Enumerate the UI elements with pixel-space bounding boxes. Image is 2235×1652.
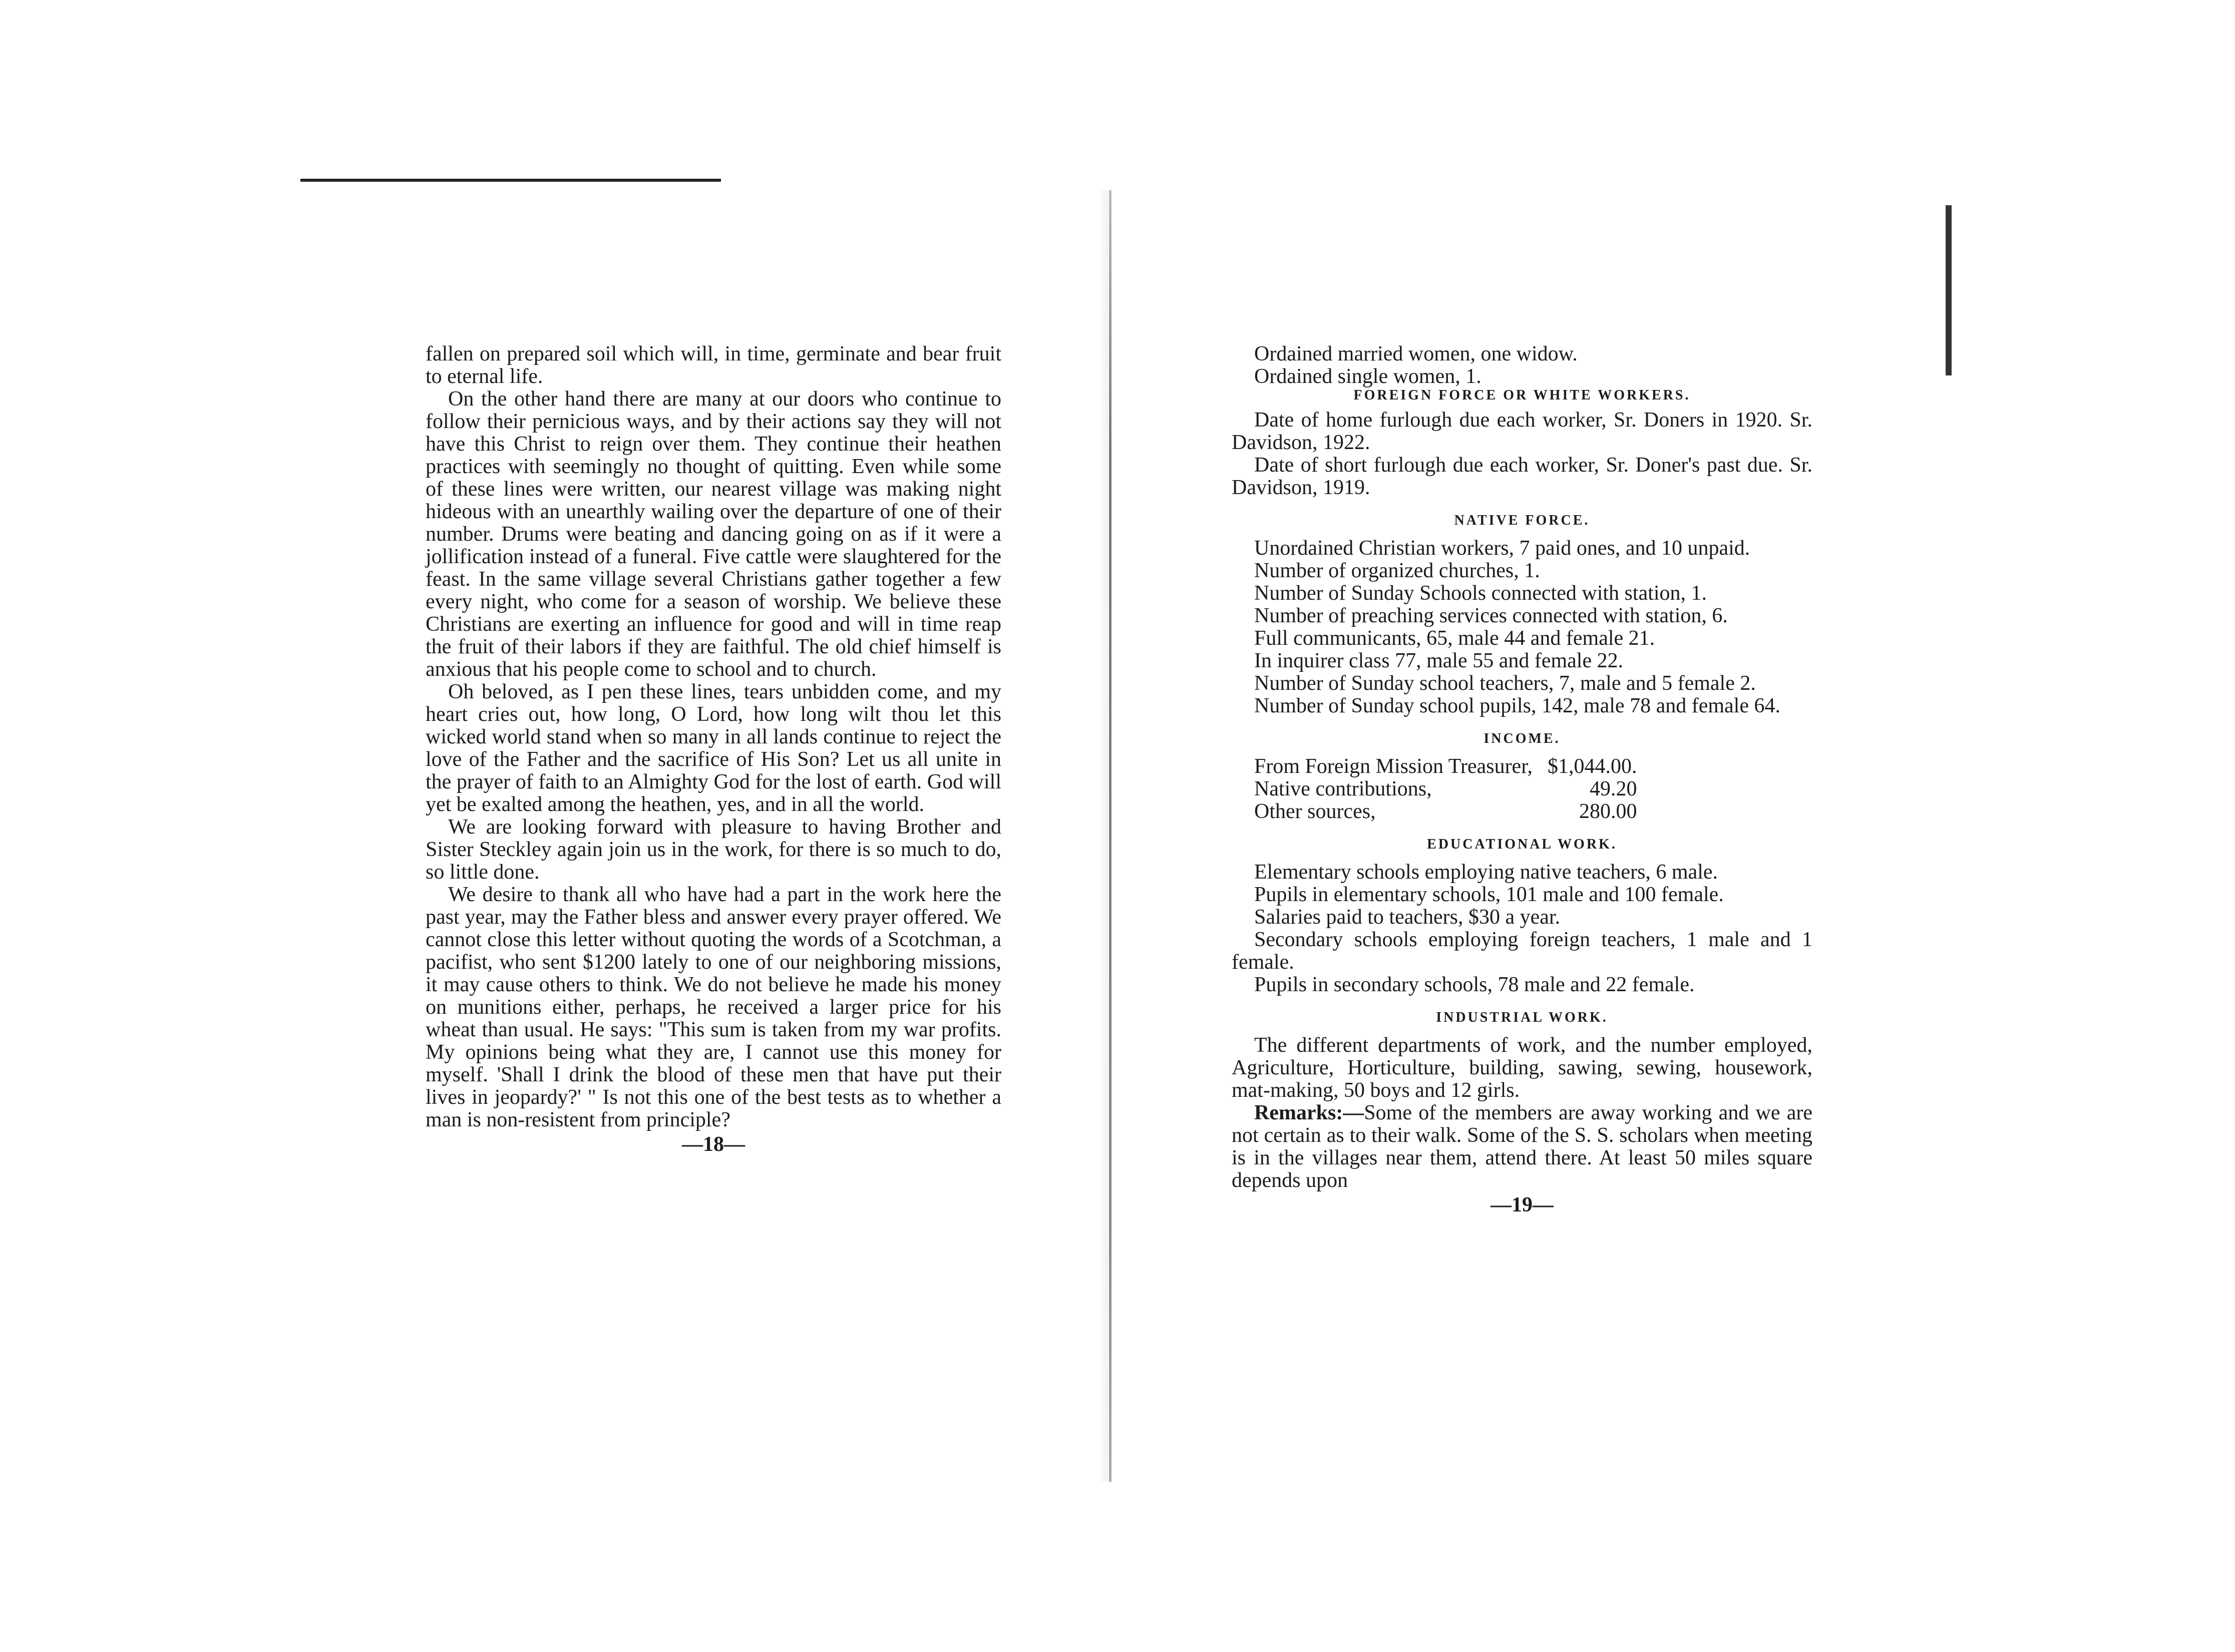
page-edge-mark bbox=[1946, 205, 1952, 375]
book-gutter bbox=[1109, 190, 1111, 1482]
right-page-number: —19— bbox=[1491, 1193, 1554, 1216]
income-label: From Foreign Mission Treasurer, bbox=[1254, 755, 1533, 778]
ordained-married-line: Ordained married women, one widow. bbox=[1254, 342, 1578, 365]
educational-paragraph-2: Pupils in elementary schools, 101 male and 100 female. bbox=[1254, 883, 1724, 906]
income-amount: 280.00 bbox=[1579, 800, 1637, 823]
educational-paragraph-1: Elementary schools employing native teachers, 6 male. bbox=[1254, 861, 1718, 884]
native-force-paragraph-2: Number of organized churches, 1. bbox=[1254, 559, 1540, 582]
educational-paragraph-5: Pupils in secondary schools, 78 male and 22 female. bbox=[1254, 973, 1695, 996]
left-page-number: —18— bbox=[682, 1133, 745, 1156]
income-row bbox=[1254, 755, 1637, 778]
native-force-heading: NATIVE FORCE. bbox=[1454, 513, 1590, 528]
native-force-paragraph-5: Full communicants, 65, male 44 and female 21. bbox=[1254, 627, 1655, 650]
income-table bbox=[1254, 755, 1637, 823]
ordained-single-line: Ordained single women, 1. bbox=[1254, 365, 1481, 388]
industrial-paragraph: The different departments of work, and the number employed, Agriculture, Horticulture, building, sawing, sewing, housework, mat-making, 50 boys and 12 girls. bbox=[1232, 1034, 1812, 1102]
industrial-work-heading: INDUSTRIAL WORK. bbox=[1436, 1010, 1608, 1025]
book-gutter-shadow bbox=[1099, 190, 1108, 1482]
income-row bbox=[1254, 800, 1637, 823]
native-force-paragraph-4: Number of preaching services connected with station, 6. bbox=[1254, 604, 1728, 627]
native-force-paragraph-7: Number of Sunday school teachers, 7, male and 5 female 2. bbox=[1254, 672, 1756, 695]
left-paragraph-3: Oh beloved, as I pen these lines, tears unbidden come, and my heart cries out, how long, O Lord, how long wilt thou let this wicked world stand when so many in all lands continue to reject the love of the Father and the sacrifice of His Son? Let us all unite in the prayer of faith to an Almighty God for the lost of earth. God will yet be exalted among the heathen, yes, and in all the world. bbox=[426, 680, 1001, 816]
left-paragraph-1: fallen on prepared soil which will, in time, germinate and bear fruit to eternal life. bbox=[426, 342, 1001, 388]
native-force-paragraph-6: In inquirer class 77, male 55 and female 22. bbox=[1254, 649, 1624, 672]
foreign-force-paragraph-2: Date of short furlough due each worker, Sr. Doner's past due. Sr. Davidson, 1919. bbox=[1232, 454, 1812, 499]
educational-work-heading: EDUCATIONAL WORK. bbox=[1427, 837, 1617, 852]
remarks-label: Remarks:— bbox=[1254, 1101, 1364, 1124]
native-force-paragraph-3: Number of Sunday Schools connected with station, 1. bbox=[1254, 582, 1707, 605]
foreign-force-paragraph-1: Date of home furlough due each worker, Sr. Doners in 1920. Sr. Davidson, 1922. bbox=[1232, 408, 1812, 454]
income-amount: $1,044.00. bbox=[1548, 755, 1637, 778]
native-force-paragraph-1: Unordained Christian workers, 7 paid ones, and 10 unpaid. bbox=[1254, 537, 1750, 560]
left-paragraph-5: We desire to thank all who have had a part in the work here the past year, may the Father bless and answer every prayer offered. We cannot close this letter without quoting the words of a Scotchman, a pacifist, who sent $1200 lately to one of our neighboring missions, it may cause others to think. We do not believe he made his money on munitions either, perhaps, he received a larger price for his wheat than usual. He says: "This sum is taken from my war profits. My opinions being what they are, I cannot use this money for myself. 'Shall I drink the blood of these men that have put their lives in jeopardy?' " Is not this one of the best tests as to whether a man is non-resistent from principle? bbox=[426, 883, 1001, 1131]
educational-paragraph-3: Salaries paid to teachers, $30 a year. bbox=[1254, 906, 1561, 929]
top-rule bbox=[300, 179, 721, 182]
income-label: Native contributions, bbox=[1254, 777, 1432, 800]
right-page bbox=[1232, 343, 1812, 1216]
left-paragraph-4: We are looking forward with pleasure to having Brother and Sister Steckley again join us in the work, for there is so much to do, so little done. bbox=[426, 815, 1001, 884]
income-heading: INCOME. bbox=[1483, 731, 1561, 746]
remarks-paragraph bbox=[1232, 1102, 1812, 1192]
income-amount: 49.20 bbox=[1590, 777, 1637, 800]
left-page bbox=[426, 343, 1001, 1156]
educational-paragraph-4: Secondary schools employing foreign teachers, 1 male and 1 female. bbox=[1232, 928, 1812, 974]
foreign-force-heading: FOREIGN FORCE OR WHITE WORKERS. bbox=[1353, 387, 1691, 403]
income-label: Other sources, bbox=[1254, 800, 1376, 823]
native-force-paragraph-8: Number of Sunday school pupils, 142, male 78 and female 64. bbox=[1254, 694, 1780, 717]
left-paragraph-2: On the other hand there are many at our doors who continue to follow their pernicious ways, and by their actions say they will not have this Christ to reign over them. They continue their heathen practices with seemingly no thought of quitting. Even while some of these lines were written, our nearest village was making night hideous with an unearthly wailing over the departure of one of their number. Drums were beating and dancing going on as if it were a jollification instead of a funeral. Five cattle were slaughtered for the feast. In the same village several Christians gather together a few every night, who come for a season of worship. We believe these Christians are exerting an influence for good and will in time reap the fruit of their labors if they are faithful. The old chief himself is anxious that his people come to school and to church. bbox=[426, 387, 1001, 681]
remarks-text: Some of the members are away working and we are not certain as to their walk. Some of the S. S. scholars when meeting is in the villages near them, attend there. At least 50 miles square depends upon bbox=[1232, 1101, 1812, 1192]
income-row bbox=[1254, 778, 1637, 800]
